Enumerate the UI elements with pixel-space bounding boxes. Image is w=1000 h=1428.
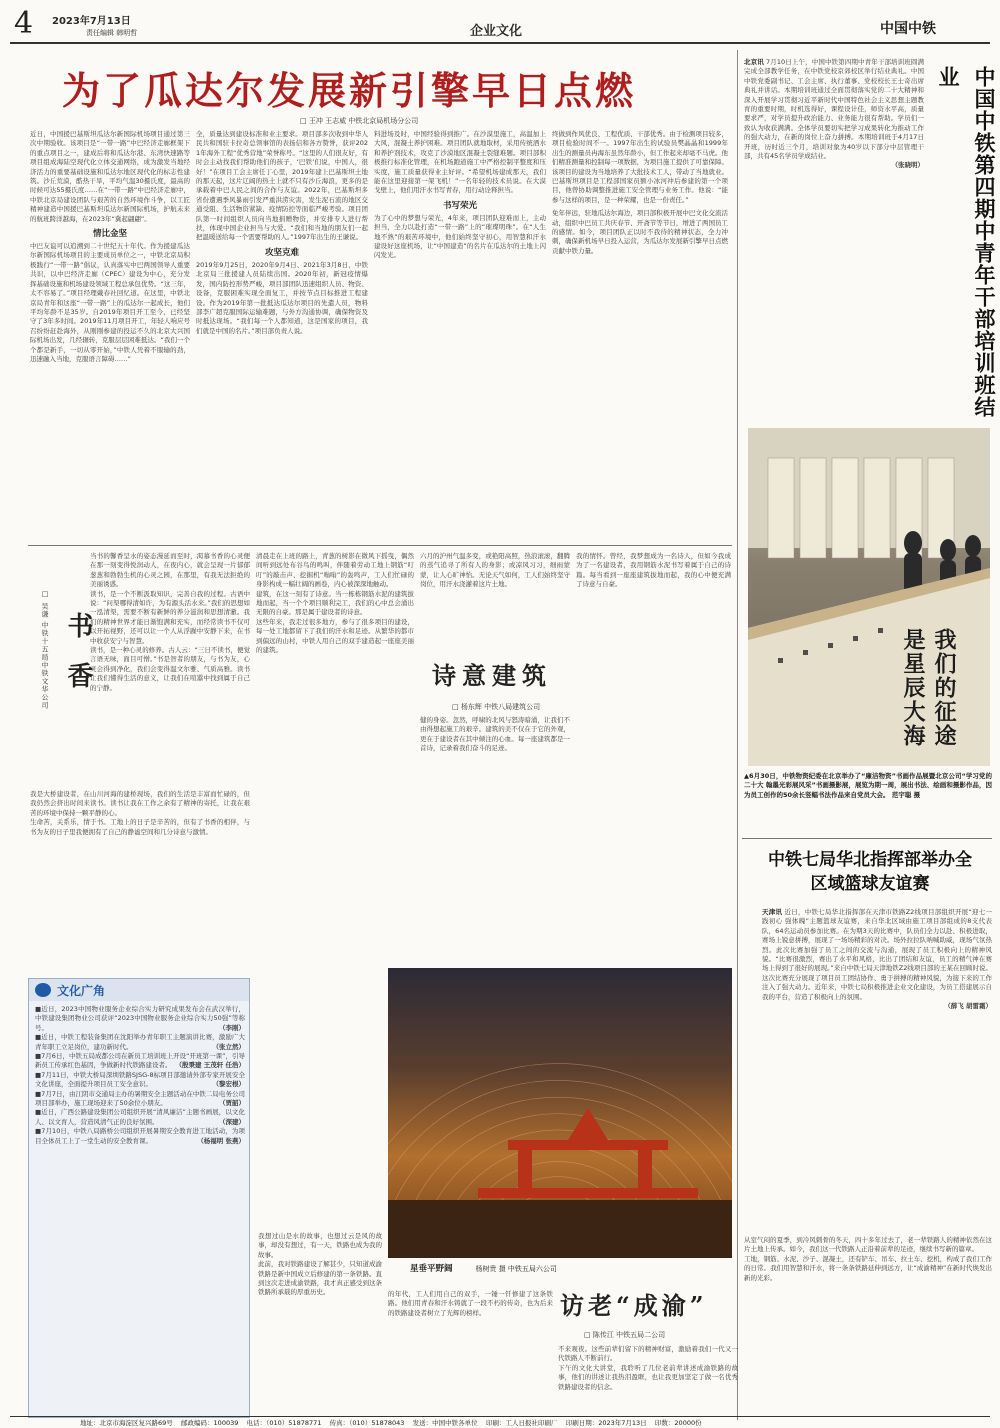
photo1-caption	[744, 772, 992, 832]
lead-col2	[196, 130, 368, 542]
footer-bar	[80, 1418, 990, 1428]
photo2-caption	[410, 1262, 557, 1274]
culture-item-1: ■近日，2023中国物业服务企业综合实力研究成果发布会在武汉举行，中铁建设集团物业公司获评“2023中国物业服务企业综合实力50强”等称号。 （李刚）	[35, 1005, 245, 1032]
culture-logo-icon	[35, 983, 51, 997]
essay2-col2	[420, 552, 570, 648]
essay3-p3: 的年代，工人们用自己的双手，一锤一钎修建了这条铁路。他们用青春和汗水铸就了一段不朽的传奇，也为后来的铁路建设者树立了光辉的榜样。	[388, 1290, 553, 1317]
essay3-p2: 此前，我对铁路建设了解甚少，只知道成渝铁路是新中国成立后修建的第一条铁路。直到这次走进成渝铁路，我才真正感受到这条铁路所承载的厚重历史。	[258, 1260, 382, 1297]
lead-col1	[30, 130, 190, 542]
culture-item-6: ■近日，广西公路建设集团公司组织开展“清风廉洁”主题书画展，以文化人、以文育人，营造风清气正的良好氛围。 （深建）	[35, 1108, 245, 1126]
night-sky-photo	[388, 968, 732, 1258]
lead-col4-text: 终做到作风优良、工程优质、干部优秀。由于检测项目较多，项目检验时间不一。1997年出生的试验员樊晶晶和1999年出生的测量员冉海东虽然年龄小，但工作起来却毫不马虎。他们精准测量和控制每一项数据，为项目施工提供了可靠保障。该项目的建设为当地培养了大批技术工人，带动了当地就业。巴基斯坦项目是工程部国家员额小冰河冲后参建的第一个项目，他曾协助调整推进施工安全管理与业务工作。他说：“能参与这样的项目，是一种荣耀，也是一份责任。”	[552, 130, 728, 204]
footer-rule	[10, 1416, 990, 1417]
lead-col1b-text: 中巴友谊可以追溯到二十世纪五十年代。作为援建瓜达尔新国际机场项目的主要成员单位之一，中铁北京局积极践行“一带一路”倡议，认真落实中巴两国领导人重要共识，以中巴经济走廊（CPEC）建设为中心，充分发挥基础设施和机场建设领域工程总承包优势。“这三年，太不容易了。”项目经理戴春社回忆道。在这里，中铁北京局青年和这座“一带一路”上的瓜达尔一起成长，他们平均年龄不足35岁。自2019年项目开工至今，已经坚守了3年多时间。2019年11月项目开工，年轻人响应号召纷纷赶赴海外，从刚刚参建的投运不久的北京大兴国际机场出发，几经辗转，克服层层困难抵达。“我们一个个都是新手，一切从零开始，”中铁人凭着不服输的劲，迅速融入当地，克服语言障碍……”	[30, 242, 190, 363]
basketball-text: 近日，中铁七局华北指挥部在天津市铁路Z2线项目部组织开展“迎七一 践初心 强体魄”主题篮球友谊赛，来自华北区域由施工项目部组成的8支代表队，64名运动员参加比赛。在为期3天的比赛中，队员们全力以赴、积极进取，赛场上锐意拼搏，展现了一场场精彩的对决。场外拉拉队呐喊助威，现场气氛热烈。此次比赛加强了员工之间的交流与沟通，展现了员工积极向上的精神风貌。“比赛很激烈，赛出了水平和风格，比出了团结和友谊，员工的精气神在赛场上得到了很好的展现。”来自中铁七局天津地铁Z2线项目部的王某在回顾时说。这次比赛充分展现了项目员工团结协作、勇于拼搏的精神风貌，为接下来的工作注入了强大动力。近年来，中铁七局积极推进企业文化建设，为员工搭建展示自我的平台，营造了积极向上的氛围。	[762, 908, 992, 1001]
essay3-p5: 下午的文化大讲堂，我聆听了几位老前辈讲述成渝铁路的故事，他们的讲述让我热泪盈眶，也让我更加坚定了做一名优秀铁路建设者的信念。	[558, 1363, 738, 1391]
essay3-p7: 工地，钢筋、水泥、沙子、混凝土，还有铲车、吊车、拉土车、挖机，构成了我们工作的日常。我们用智慧和汗水，将一条条铁路延伸到远方，让“成渝精神”在新时代焕发出新的光彩。	[744, 1254, 992, 1282]
footer-phone: 电话：（010）51878771	[246, 1419, 322, 1427]
calligraphy-photo	[748, 428, 990, 766]
essay3-col2	[388, 1290, 553, 1414]
header-section: 企业文化	[470, 24, 523, 39]
essay1-p4: 我是大桥建设者，在山川河海的建桥现场，我们的生活是丰富而忙碌的，但我仍然会挤出时间来读书。读书让我在工作之余有了精神的寄托，让我在艰苦的环境中保持一颗平静的心。	[30, 790, 250, 817]
essay1-p5: 生命苦，关系乐，情于书。工地上的日子是辛苦的，但有了书香的相伴，与书为友的日子里我便拥有了自己的静谧空间和几分诗意与激情。	[30, 818, 250, 836]
essay3-col1	[258, 1232, 382, 1414]
essay3-col3	[558, 1345, 738, 1415]
photo1-rule	[742, 838, 992, 839]
essay2-p6: 我的情怀。曾经，我梦想成为一名诗人，但如今我成为了一名建设者，我用钢筋水泥书写着属于自己的诗篇。每当看到一座座建筑拔地而起，我的心中便充满了诗意与自豪。	[576, 552, 731, 589]
header-logo: 中国中铁	[880, 21, 936, 37]
essay2-p5: 健的身姿。忽然，呼啸的北风与怒涛暗涌，让我们不由得想起施工的艰辛。建筑的美不仅在于它的外观，更在于建设者在其中倾注的心血。每一座建筑都是一首诗，记录着我们奋斗的足迹。	[420, 716, 570, 753]
lead-divider-v	[737, 50, 738, 1420]
bridge-crane-illustration	[388, 968, 732, 1258]
lead-title: 为了瓜达尔发展新引擎早日点燃	[62, 68, 637, 113]
header-date: 2023年7月13日	[52, 16, 131, 27]
essay2-p1: 清晨走在上班的路上，青葱的树影在微风下摇曳，偶然间听到远处布谷鸟的鸣叫，伴随着劳动工地上钢筋“叮叮”的敲击声、挖掘机“嗡嗡”的轰鸣声，工人们忙碌的身影构成一幅壮阔的画卷，内心被深深地触动。	[256, 552, 414, 589]
lead-col3-text: 料进场及时，中国经验得到推广。在沙漠里施工，高温加上大风，混凝土养护困难。项目团队就地取材，采用传统洒水和养护剂技术，攻克了沙漠地区混凝土裂缝难题。项目部积极推行标准化管理，在机场跑道施工中严格控制平整度和压实度，施工质量获得业主好评。“希望机场建成那天，我们能在这里迎接第一架飞机！”一名年轻的技术员说。在大漠戈壁上，他们用汗水书写青春，用行动诠释担当。	[374, 130, 546, 195]
essay2-col1	[256, 552, 414, 962]
basketball-dateline: 天津讯	[762, 908, 783, 916]
calligraphy-scroll-text: 我们的征途是星辰大海	[900, 628, 957, 748]
essay2-p4: 六月的沪州气温多变，或艳阳高照，热浪滚滚，翻腾的蒸气追寻了所有人的身影；或凉风习习，细雨蒙蒙，让人心旷神怡。无论天气如何，工人们始终坚守岗位，用汗水浇灌着这片土地。	[420, 552, 570, 589]
essay3-author: □ 陈传江 中铁五局二公司	[584, 1331, 666, 1339]
culture-item-4: ■7月11日，中铁大桥局深圳铁路SJSG-8标项目部邀请外部专家开展安全文化讲座，全面提升项目员工安全意识。 （黎宏根）	[35, 1070, 245, 1089]
lead-col2b-text: 2019年9月25日，2020年9月4日、2021年3月8日，中铁北京局三批援建人员陆续出国。2020年初，新冠疫情爆发，国内防控形势严峻，项目部团队迅速组织人员、物资、设备，克服困难实现全面复工，并按节点目标推进工程建设。作为2019年第一批抵达瓜达尔项目的先遣人员，物料部李广超克服国际运输难题，与外方沟通协调，确保物资及时抵达现场。“我们每一个人都知道，这是国家的项目，我们就是中国的名片。”项目部负责人说。	[196, 260, 368, 335]
essay1-title: 书香	[63, 612, 93, 712]
essay2-col2b	[420, 716, 570, 962]
sidebar-text-block	[744, 58, 924, 420]
footer-dist: 发送：中国中铁各单位	[412, 1419, 478, 1427]
footer-postcode: 邮政编码：100039	[181, 1419, 239, 1427]
essay3-title: 访老“成渝”	[560, 1291, 708, 1320]
header-rule	[10, 42, 990, 44]
essay1-author: □ 吴谦 中铁十五局中铁文华公司	[41, 590, 49, 710]
basketball-title: 中铁七局华北指挥部举办全区域篮球友谊赛	[768, 850, 972, 894]
lead-divider-h	[28, 545, 732, 546]
footer-print: 印刷：工人日报社印刷厂	[485, 1419, 558, 1427]
footer-printdate: 印刷日期：2023年7月13日	[565, 1419, 647, 1427]
header-editor: 责任编辑 韩明哲	[86, 29, 138, 37]
sidebar-text: 7月10日上午，中国中铁第四期中青年干部培训班圆满完成全部教学任务，在中铁党校京郊校区举行结业典礼。中国中铁党委副书记、工会主席、执行董事、党校校长王士奇出席典礼并讲话。本期培训班通过全面贯彻落实党的二十大精神和深入开展学习贯彻习近平新时代中国特色社会主义思想主题教育的重要时期，时机选得好，课程设计佳，师资水平高，质量要求严，对学员提升政治能力、业务能力很有帮助。学员们一致认为收获满满。全体学员要切实把学习成果转化为推动工作的强大动力，在新的岗位上奋力拼搏。本期培训班于4月17日开班，历时近三个月，培训对象为40岁以下部分中层管理干部，共有45名学员学成结业。	[744, 58, 924, 161]
lead-byline: □ 王冲 王志威 中铁北京局机场分公司	[300, 117, 419, 125]
photo1-caption-text: ▲6月30日，中铁物资纪委在北京举办了“廉洁物资”书画作品展暨北京公司“学习党的二十大 翰墨光彩展风采”书画摄影展，展览为期一周，展出书法、绘画和摄影作品，因为员工创作的50余长竖幅书法作品来自党员大会。	[744, 772, 992, 799]
sidebar-author: （张晓明）	[891, 161, 924, 170]
culture-item-5: ■7月7日，由江阴市交通局主办的暑期安全主题活动在中铁二局电务公司项目部举办，施工现场迎来了50余位小朋友。 （贾韶）	[35, 1089, 245, 1108]
sidebar-title: 中国中铁第四期中青年干部培训班结业	[936, 66, 997, 418]
photo2-caption-text: 星垂平野阔	[410, 1264, 453, 1274]
header-page-number: 4	[14, 6, 34, 41]
sidebar-dateline: 北京讯	[744, 58, 764, 66]
photo1-credit: 范宇聪 摄	[891, 790, 921, 799]
basketball-text-block	[762, 908, 992, 1188]
essay2-p2: 建筑，在这一刻有了诗意。当一栋栋钢筋水泥的建筑拔地而起，当一个个项目顺利完工，我们的心中总会涌出无限的自豪。那是属于建设者的诗意。	[256, 589, 414, 617]
photo2-credit: 杨树贵 摄 中铁五局六公司	[475, 1265, 557, 1273]
culture-item-7: ■7月10日，中铁八局路桥公司组织开展暑期安全教育进工地活动，为项目全体员工上了一堂生动的安全教育课。 （杨福明 张燕）	[35, 1127, 245, 1145]
essay2-title: 诗意建筑	[432, 661, 552, 690]
lead-col4	[552, 130, 728, 542]
essay2-p3: 这些年来，我走过很多地方，参与了很多项目的建设，每一处工地都留下了我们的汗水和足迹。从繁华的都市到偏远的山村，中铁人用自己的双手建造起一座座美丽的建筑。	[256, 617, 414, 655]
essay3-p1: 我想过山是水的故事，也想过云是风的故事，却没有想过，有一天，铁路也成为我的故事。	[258, 1232, 382, 1259]
culture-title: 文化广角	[57, 984, 106, 998]
essay1-p1: 当书的馨香呈水的姿态漫延而至时，渴慕书香的心灵便在那一刻变得悦润动人，在夜内心，就会呈现一片郁郁葱葱和勃勃生机的心灵之园，在那里，有我无法拒绝的美丽诱惑。	[90, 552, 250, 589]
culture-item-3: ■7月6日，中铁五局成都公司在新员工培训班上开设“开班第一课”，引导新员工传承红色基因，争做新时代铁路建设者。 （殷秉建 王茂轩 任浩）	[35, 1052, 245, 1070]
lead-col1-sub: 情比金坚	[92, 229, 127, 240]
essay1-p3: 读书，是一种心灵的修养。古人云：“三日不读书，便觉言语无味，面目可憎。”书是智者的朋友，与书为友，心灵会得到净化，我们会变得温文尔雅、气质高雅。读书让我们懂得生活的意义，让我们在喧嚣中找到属于自己的宁静。	[90, 646, 250, 692]
essay3-p6: 从室气闷的夏季，到冷风刺骨的冬天，四十多年过去了，老一辈铁路人的精神依然在这片土地上传承。如今，我们这一代铁路人正沿着前辈的足迹，继续书写新的篇章。	[744, 1236, 992, 1254]
culture-header	[29, 979, 249, 1001]
lead-col1-text: 近日，中国援巴基斯坦瓜达尔新国际机场项目通过第三次中期验收。该项目是“一带一路”中巴经济走廊框架下的重点项目之一，建成后将和瓜达尔港、东湾快速路等项目组成海陆空现代化立体交通网络，成为激发当地经济活力的重要基础设施和瓜达尔地区现代化的标志性建筑。沙丘荒漠，酷热干旱，平均气温30摄氏度，最高的时候可达55摄氏度……在“一带一路”中巴经济走廊中，中铁北京局建设团队与艰苦的自然环境作斗争，以工匠精神建造中国援巴基斯坦瓜达尔新国际机场，护航未来的航班跨洋越海，在2023年“冀起翩翩”。	[30, 130, 190, 223]
footer-fax: 传真：（010）51878043	[329, 1419, 405, 1427]
essay3-col4	[744, 1236, 992, 1414]
basketball-author: （薛飞 胡雷霜）	[944, 1002, 992, 1011]
essay3-p4: 不来观夜。这些前辈们留下的精神财富，激励着我们一代又一代铁路人不断前行。	[558, 1345, 738, 1363]
lead-col3-sub: 书写荣光	[442, 200, 477, 211]
essay1-body-lower	[30, 790, 250, 962]
essay2-author: □ 杨东辉 中铁八局建筑公司	[452, 703, 541, 711]
essay1-p2: 读书，是一个不断汲取知识，完善自我的过程。古语中说：“问渠哪得清如许，为有源头活水来。”我们的思想如一泓清渠，需要不断有新鲜的养分滋润和思想清澈。我们的精神世界才能日渐饱满和充实，而经常读书不仅可以开拓视野，还可以让一个人从浮躁中安静下来，在书中收获安宁与智慧。	[90, 589, 250, 645]
lead-col3b-text: 为了心中的梦想与荣光，4年来，项目团队迎难而上，主动担当，全力以赴打造“一带一路”上的“璀璨明珠”。在“人生地不熟”的艰苦环境中，他们始终坚守初心，用智慧和汗水建设好这座机场，让“中国建造”的名片在瓜达尔的土地上闪闪发光。	[374, 213, 546, 260]
culture-list	[35, 1005, 245, 1415]
culture-box	[28, 978, 250, 1418]
footer-address: 地址：北京市海淀区复兴路69号	[80, 1419, 173, 1427]
culture-item-2: ■近日，中铁工程装备集团在沈阳举办青年职工主题演讲比赛，激励广大青年职工立足岗位，建功新时代。 （张立然）	[35, 1033, 245, 1051]
lead-col3	[374, 130, 546, 542]
lead-col4b-text: 免年伴远，驻地瓜达尔海边，项目部积极开展中巴文化交流活动，组织中巴员工共庆春节、开斋节等节日，增进了两国员工的感情。如今，项目团队正以时不我待的精神状态，全力冲刺，确保新机场早日投入运营，为瓜达尔发展新引擎早日点燃贡献中铁力量。	[552, 209, 728, 255]
lead-col2-sub: 攻坚克难	[264, 247, 299, 258]
essay2-col3	[576, 552, 731, 962]
footer-copies: 印数：20000份	[654, 1419, 702, 1427]
lead-col2-text: 全，质量达到建设标准和业主要求。项目部多次收到中华人民共和国驻卡拉奇总领事馆的表扬信和各方赞誉，获评2021年海外工程“优秀营地”荣誉称号。“这里的人们很友好，有时会主动找我们帮助他们的孩子，‘巴铁’们说，中国人，很好！”在项目工会主席任丁心里，2019年建上巴基斯坦土地的那天起，这片辽阔的热土上就不只有沙丘海浪，更多的是承载着中巴人民之间的合作与友谊。2022年，巴基斯坦多省份遭遇季风暴雨引发严重洪涝灾害，发生泥石流的地区交通受阻、生活物资紧缺、疫情防控等面临严峻考验。项目团队第一时间组织人员向当地捐赠物资，并安排专人进行帮扶，体现中国企业担当与大爱。“我们和当地的朋友们一起把温暖送给每一个需要帮助的人。”1997年出生的王谦说。	[196, 130, 368, 242]
